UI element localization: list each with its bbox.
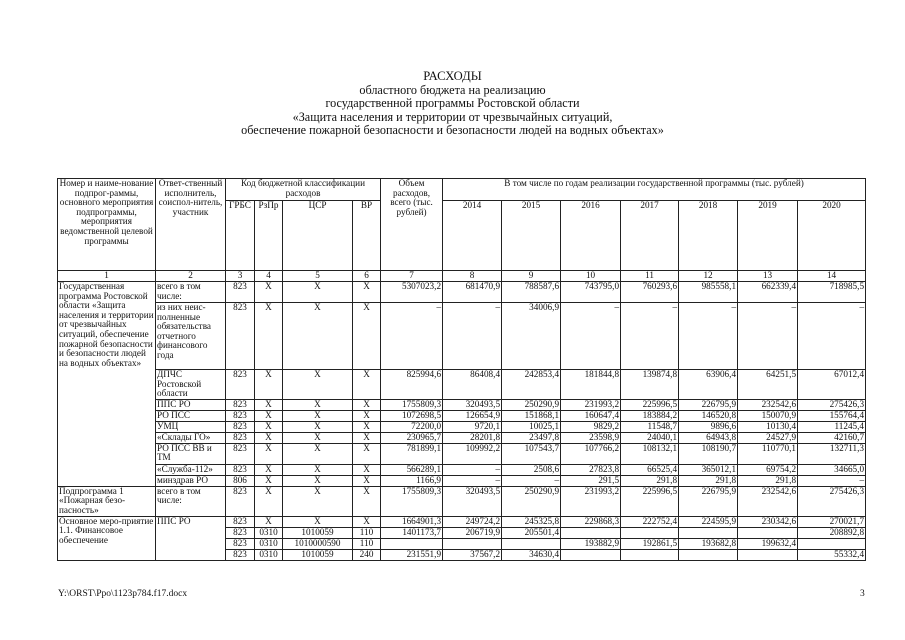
code-grbs-cell: 823 bbox=[226, 370, 255, 400]
index-cell: 9 bbox=[502, 271, 561, 282]
code-csr-cell: Х bbox=[283, 516, 353, 527]
code-rzpr-cell: Х bbox=[255, 399, 283, 410]
year-value-cell: 64943,8 bbox=[679, 432, 738, 443]
subprogram-name-cell: Подпрограмма 1 «Пожарная безо-пасность» bbox=[58, 486, 156, 516]
year-value-cell: 67012,4 bbox=[798, 370, 866, 400]
year-value-cell: 64251,5 bbox=[738, 370, 798, 400]
year-value-cell: 63906,4 bbox=[679, 370, 738, 400]
year-value-cell: 110770,1 bbox=[738, 443, 798, 464]
document-title bbox=[0, 70, 905, 138]
responsible-cell: минздрав РО bbox=[156, 475, 226, 486]
code-csr-cell: Х bbox=[283, 432, 353, 443]
code-vr-cell: Х bbox=[353, 475, 381, 486]
code-vr-cell: Х bbox=[353, 303, 381, 370]
header-year: 2019 bbox=[738, 201, 798, 271]
code-vr-cell: Х bbox=[353, 486, 381, 516]
year-value-cell: 662339,4 bbox=[738, 282, 798, 303]
table-row bbox=[58, 303, 866, 370]
responsible-cell: РО ПСС bbox=[156, 410, 226, 421]
table-row bbox=[58, 432, 866, 443]
year-value-cell: 320493,5 bbox=[443, 399, 502, 410]
index-cell: 5 bbox=[283, 271, 353, 282]
index-cell: 3 bbox=[226, 271, 255, 282]
code-rzpr-cell: Х bbox=[255, 410, 283, 421]
total-cell: 231551,9 bbox=[381, 549, 443, 560]
year-value-cell: 270021,7 bbox=[798, 516, 866, 527]
code-rzpr-cell: Х bbox=[255, 370, 283, 400]
total-cell: 566289,1 bbox=[381, 464, 443, 475]
year-value-cell: 718985,5 bbox=[798, 282, 866, 303]
total-cell: 230965,7 bbox=[381, 432, 443, 443]
year-value-cell: 249724,2 bbox=[443, 516, 502, 527]
responsible-cell: ППС РО bbox=[156, 516, 226, 560]
year-value-cell: – bbox=[443, 303, 502, 370]
header-year: 2017 bbox=[621, 201, 679, 271]
table-row bbox=[58, 410, 866, 421]
year-value-cell: 23598,9 bbox=[561, 432, 621, 443]
header-year: 2014 bbox=[443, 201, 502, 271]
code-grbs-cell: 806 bbox=[226, 475, 255, 486]
year-value-cell: 681470,9 bbox=[443, 282, 502, 303]
year-value-cell: 11245,4 bbox=[798, 421, 866, 432]
code-csr-cell: Х bbox=[283, 370, 353, 400]
code-rzpr-cell: 0310 bbox=[255, 527, 283, 538]
year-value-cell: 107543,7 bbox=[502, 443, 561, 464]
code-rzpr-cell: Х bbox=[255, 464, 283, 475]
year-value-cell: 24040,1 bbox=[621, 432, 679, 443]
year-value-cell: 760293,6 bbox=[621, 282, 679, 303]
year-value-cell: 9720,1 bbox=[443, 421, 502, 432]
year-value-cell bbox=[798, 538, 866, 549]
table-row bbox=[58, 464, 866, 475]
code-csr-cell: Х bbox=[283, 399, 353, 410]
year-value-cell: 150070,9 bbox=[738, 410, 798, 421]
table-row bbox=[58, 475, 866, 486]
total-cell: 1072698,5 bbox=[381, 410, 443, 421]
responsible-cell: РО ПСС ВВ и ТМ bbox=[156, 443, 226, 464]
responsible-cell: «Склады ГО» bbox=[156, 432, 226, 443]
year-value-cell: 108190,7 bbox=[679, 443, 738, 464]
year-value-cell: 23497,8 bbox=[502, 432, 561, 443]
year-value-cell: 192861,5 bbox=[621, 538, 679, 549]
code-grbs-cell: 823 bbox=[226, 443, 255, 464]
code-grbs-cell: 823 bbox=[226, 421, 255, 432]
code-csr-cell: Х bbox=[283, 421, 353, 432]
table-row bbox=[58, 370, 866, 400]
title-line: РАСХОДЫ bbox=[423, 69, 482, 83]
year-value-cell: 225996,5 bbox=[621, 486, 679, 516]
code-csr-cell: Х bbox=[283, 464, 353, 475]
index-cell: 2 bbox=[156, 271, 226, 282]
code-vr-cell: Х bbox=[353, 432, 381, 443]
table-row bbox=[58, 282, 866, 303]
total-cell: 781899,1 bbox=[381, 443, 443, 464]
year-value-cell: 10025,1 bbox=[502, 421, 561, 432]
code-csr-cell: 1010000590 bbox=[283, 538, 353, 549]
code-grbs-cell: 823 bbox=[226, 538, 255, 549]
measure-name-cell: Основное меро-приятие 1.1. Финансовое обеспечение bbox=[58, 516, 156, 560]
year-value-cell: 232542,6 bbox=[738, 399, 798, 410]
year-value-cell: 250290,9 bbox=[502, 486, 561, 516]
table-row bbox=[58, 399, 866, 410]
code-csr-cell: Х bbox=[283, 303, 353, 370]
year-value-cell: 27823,8 bbox=[561, 464, 621, 475]
code-vr-cell: 110 bbox=[353, 538, 381, 549]
code-grbs-cell: 823 bbox=[226, 432, 255, 443]
year-value-cell: 205501,4 bbox=[502, 527, 561, 538]
year-value-cell: 250290,9 bbox=[502, 399, 561, 410]
year-value-cell: – bbox=[621, 303, 679, 370]
year-value-cell bbox=[561, 549, 621, 560]
code-csr-cell: Х bbox=[283, 486, 353, 516]
code-vr-cell: 110 bbox=[353, 527, 381, 538]
code-rzpr-cell: Х bbox=[255, 443, 283, 464]
year-value-cell: 107766,2 bbox=[561, 443, 621, 464]
header-number-name: Номер и наиме-нование подпрог-раммы, основного мероприятия подпрограммы, мероприятия ведомственной целевой программы bbox=[58, 179, 156, 271]
title-line: «Защита населения и территории от чрезвычайных ситуаций, bbox=[292, 109, 613, 124]
code-csr-cell: 1010059 bbox=[283, 549, 353, 560]
year-value-cell: 183884,2 bbox=[621, 410, 679, 421]
year-value-cell: 291,5 bbox=[561, 475, 621, 486]
responsible-cell: «Служба-112» bbox=[156, 464, 226, 475]
total-cell: 825994,6 bbox=[381, 370, 443, 400]
code-vr-cell: 240 bbox=[353, 549, 381, 560]
code-vr-cell: Х bbox=[353, 443, 381, 464]
year-value-cell: 242853,4 bbox=[502, 370, 561, 400]
year-value-cell bbox=[679, 527, 738, 538]
responsible-cell: УМЦ bbox=[156, 421, 226, 432]
year-value-cell: 34665,0 bbox=[798, 464, 866, 475]
header-year: 2018 bbox=[679, 201, 738, 271]
year-value-cell: 132711,3 bbox=[798, 443, 866, 464]
header-rzpr: РзПр bbox=[255, 201, 283, 271]
year-value-cell: – bbox=[738, 303, 798, 370]
total-cell: 1166,9 bbox=[381, 475, 443, 486]
code-csr-cell: Х bbox=[283, 443, 353, 464]
code-vr-cell: Х bbox=[353, 399, 381, 410]
responsible-cell: из них неис-полненные обязательства отчетного финансового года bbox=[156, 303, 226, 370]
index-cell: 10 bbox=[561, 271, 621, 282]
table-row bbox=[58, 443, 866, 464]
code-rzpr-cell: Х bbox=[255, 486, 283, 516]
index-cell: 14 bbox=[798, 271, 866, 282]
year-value-cell bbox=[738, 527, 798, 538]
header-years-group: В том числе по годам реализации государственной программы (тыс. рублей) bbox=[443, 179, 866, 201]
year-value-cell bbox=[443, 538, 502, 549]
year-value-cell: 788587,6 bbox=[502, 282, 561, 303]
year-value-cell: 155764,4 bbox=[798, 410, 866, 421]
year-value-cell: 151868,1 bbox=[502, 410, 561, 421]
program-name-cell: Государственная программа Ростовской области «Защита населения и территории от чрезвычайных ситуаций, обеспечение пожарной безопасности и безопасности людей на водных объектах» bbox=[58, 282, 156, 487]
code-vr-cell: Х bbox=[353, 421, 381, 432]
year-value-cell: 9896,6 bbox=[679, 421, 738, 432]
year-value-cell: 275426,3 bbox=[798, 399, 866, 410]
year-value-cell: 28201,8 bbox=[443, 432, 502, 443]
year-value-cell: 55332,4 bbox=[798, 549, 866, 560]
year-value-cell: 291,8 bbox=[621, 475, 679, 486]
year-value-cell: 226795,9 bbox=[679, 486, 738, 516]
year-value-cell: 66525,4 bbox=[621, 464, 679, 475]
index-cell: 6 bbox=[353, 271, 381, 282]
year-value-cell: 224595,9 bbox=[679, 516, 738, 527]
code-rzpr-cell: Х bbox=[255, 475, 283, 486]
year-value-cell: 291,8 bbox=[738, 475, 798, 486]
index-cell: 1 bbox=[58, 271, 156, 282]
year-value-cell: 226795,9 bbox=[679, 399, 738, 410]
code-grbs-cell: 823 bbox=[226, 527, 255, 538]
year-value-cell: 231993,2 bbox=[561, 399, 621, 410]
year-value-cell: 206719,9 bbox=[443, 527, 502, 538]
year-value-cell: 320493,5 bbox=[443, 486, 502, 516]
total-cell: 5307023,2 bbox=[381, 282, 443, 303]
year-value-cell: 225996,5 bbox=[621, 399, 679, 410]
year-value-cell bbox=[502, 538, 561, 549]
year-value-cell: 222752,4 bbox=[621, 516, 679, 527]
year-value-cell: 193682,8 bbox=[679, 538, 738, 549]
code-grbs-cell: 823 bbox=[226, 282, 255, 303]
code-grbs-cell: 823 bbox=[226, 549, 255, 560]
header-year: 2016 bbox=[561, 201, 621, 271]
code-vr-cell: Х bbox=[353, 282, 381, 303]
code-vr-cell: Х bbox=[353, 516, 381, 527]
year-value-cell: 37567,2 bbox=[443, 549, 502, 560]
header-responsible: Ответ-ственный исполнитель, соиспол-нитель, участник bbox=[156, 179, 226, 271]
code-rzpr-cell: 0310 bbox=[255, 549, 283, 560]
year-value-cell: 160647,4 bbox=[561, 410, 621, 421]
responsible-cell: ДПЧС Ростовской области bbox=[156, 370, 226, 400]
expenditure-table bbox=[57, 178, 866, 561]
responsible-cell: всего в том числе: bbox=[156, 282, 226, 303]
code-grbs-cell: 823 bbox=[226, 303, 255, 370]
year-value-cell: 229868,3 bbox=[561, 516, 621, 527]
total-cell: 1755809,3 bbox=[381, 486, 443, 516]
year-value-cell: 193882,9 bbox=[561, 538, 621, 549]
index-cell: 8 bbox=[443, 271, 502, 282]
year-value-cell: – bbox=[679, 303, 738, 370]
total-cell: – bbox=[381, 303, 443, 370]
code-csr-cell: Х bbox=[283, 475, 353, 486]
header-year: 2020 bbox=[798, 201, 866, 271]
year-value-cell: 208892,8 bbox=[798, 527, 866, 538]
code-vr-cell: Х bbox=[353, 464, 381, 475]
year-value-cell: 139874,8 bbox=[621, 370, 679, 400]
year-value-cell: 743795,0 bbox=[561, 282, 621, 303]
year-value-cell: – bbox=[502, 475, 561, 486]
page-number: 3 bbox=[860, 589, 865, 599]
year-value-cell: 985558,1 bbox=[679, 282, 738, 303]
year-value-cell: 11548,7 bbox=[621, 421, 679, 432]
code-grbs-cell: 823 bbox=[226, 410, 255, 421]
index-cell: 4 bbox=[255, 271, 283, 282]
year-value-cell: 34006,9 bbox=[502, 303, 561, 370]
year-value-cell: 365012,1 bbox=[679, 464, 738, 475]
code-rzpr-cell: Х bbox=[255, 516, 283, 527]
total-cell: 1755809,3 bbox=[381, 399, 443, 410]
table-row bbox=[58, 486, 866, 516]
year-value-cell: – bbox=[561, 303, 621, 370]
index-cell: 12 bbox=[679, 271, 738, 282]
responsible-cell: всего в том числе: bbox=[156, 486, 226, 516]
year-value-cell: 69754,2 bbox=[738, 464, 798, 475]
title-line: областного бюджета на реализацию bbox=[359, 82, 546, 97]
responsible-cell: ППС РО bbox=[156, 399, 226, 410]
title-line: государственной программы Ростовской области bbox=[325, 96, 580, 111]
year-value-cell: 108132,1 bbox=[621, 443, 679, 464]
table-row bbox=[58, 421, 866, 432]
header-vr: ВР bbox=[353, 201, 381, 271]
total-cell: 72200,0 bbox=[381, 421, 443, 432]
total-cell bbox=[381, 538, 443, 549]
header-year: 2015 bbox=[502, 201, 561, 271]
total-cell: 1664901,3 bbox=[381, 516, 443, 527]
code-csr-cell: 1010059 bbox=[283, 527, 353, 538]
header-total: Объем расходов, всего (тыс. рублей) bbox=[381, 179, 443, 271]
code-rzpr-cell: Х bbox=[255, 282, 283, 303]
year-value-cell: 231993,2 bbox=[561, 486, 621, 516]
year-value-cell: 275426,3 bbox=[798, 486, 866, 516]
year-value-cell: – bbox=[443, 475, 502, 486]
year-value-cell: 291,8 bbox=[679, 475, 738, 486]
code-grbs-cell: 823 bbox=[226, 516, 255, 527]
table-body bbox=[58, 282, 866, 561]
code-vr-cell: Х bbox=[353, 410, 381, 421]
year-value-cell: 2508,6 bbox=[502, 464, 561, 475]
year-value-cell: 199632,4 bbox=[738, 538, 798, 549]
code-rzpr-cell: Х bbox=[255, 421, 283, 432]
year-value-cell: 230342,6 bbox=[738, 516, 798, 527]
year-value-cell: 9829,2 bbox=[561, 421, 621, 432]
index-cell: 7 bbox=[381, 271, 443, 282]
code-rzpr-cell: Х bbox=[255, 303, 283, 370]
year-value-cell: 181844,8 bbox=[561, 370, 621, 400]
year-value-cell: 146520,8 bbox=[679, 410, 738, 421]
year-value-cell bbox=[679, 549, 738, 560]
code-grbs-cell: 823 bbox=[226, 486, 255, 516]
code-rzpr-cell: 0310 bbox=[255, 538, 283, 549]
code-grbs-cell: 823 bbox=[226, 464, 255, 475]
year-value-cell: 42160,7 bbox=[798, 432, 866, 443]
year-value-cell bbox=[738, 549, 798, 560]
year-value-cell: – bbox=[798, 475, 866, 486]
year-value-cell: 86408,4 bbox=[443, 370, 502, 400]
year-value-cell bbox=[561, 527, 621, 538]
year-value-cell: – bbox=[443, 464, 502, 475]
year-value-cell bbox=[621, 549, 679, 560]
code-vr-cell: Х bbox=[353, 370, 381, 400]
header-csr: ЦСР bbox=[283, 201, 353, 271]
year-value-cell: 232542,6 bbox=[738, 486, 798, 516]
year-value-cell: – bbox=[798, 303, 866, 370]
total-cell: 1401173,7 bbox=[381, 527, 443, 538]
footer-file-path: Y:\ORST\Ppo\1123p784.f17.docx bbox=[58, 589, 188, 599]
code-grbs-cell: 823 bbox=[226, 399, 255, 410]
code-csr-cell: Х bbox=[283, 410, 353, 421]
title-line: обеспечение пожарной безопасности и безопасности людей на водных объектах» bbox=[241, 123, 664, 138]
year-value-cell: 24527,9 bbox=[738, 432, 798, 443]
code-rzpr-cell: Х bbox=[255, 432, 283, 443]
index-cell: 13 bbox=[738, 271, 798, 282]
year-value-cell: 34630,4 bbox=[502, 549, 561, 560]
code-csr-cell: Х bbox=[283, 282, 353, 303]
year-value-cell: 245325,8 bbox=[502, 516, 561, 527]
year-value-cell bbox=[621, 527, 679, 538]
header-budget-code: Код бюджетной классификации расходов bbox=[226, 179, 381, 201]
year-value-cell: 109992,2 bbox=[443, 443, 502, 464]
header-grbs: ГРБС bbox=[226, 201, 255, 271]
year-value-cell: 10130,4 bbox=[738, 421, 798, 432]
year-value-cell: 126654,9 bbox=[443, 410, 502, 421]
table-row bbox=[58, 516, 866, 527]
index-cell: 11 bbox=[621, 271, 679, 282]
